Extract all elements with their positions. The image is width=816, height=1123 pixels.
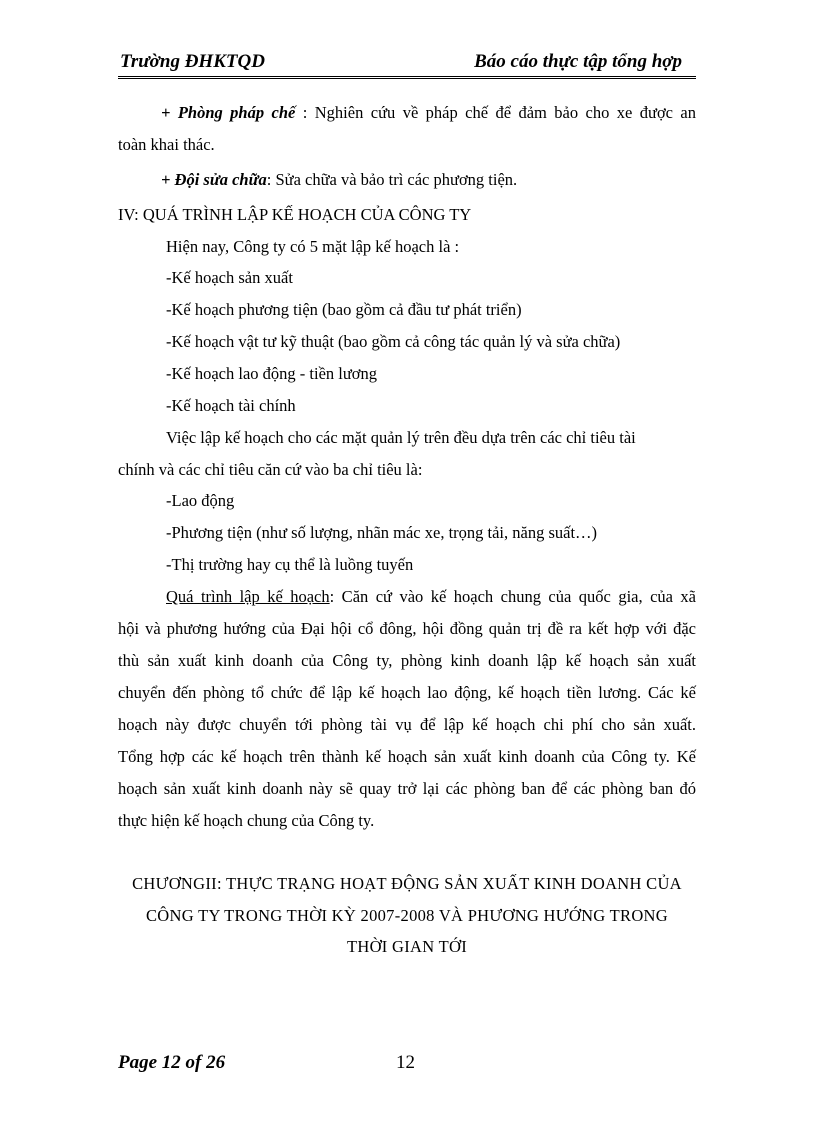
basis-line2: chính và các chỉ tiêu căn cứ vào ba chỉ tiêu là:	[118, 460, 423, 479]
process-line1	[118, 587, 696, 607]
process-line: hội và phương hướng của Đại hội cổ đông, hội đồng quản trị đề ra kết hợp với đặc	[118, 619, 696, 638]
basis-line1: Việc lập kế hoạch cho các mặt quản lý trên đều dựa trên các chỉ tiêu tài	[166, 428, 636, 447]
phap-che-text: : Nghiên cứu về pháp chế để đảm bảo cho xe được an	[302, 103, 696, 122]
chapter-title-line2: CÔNG TY TRONG THỜI KỲ 2007-2008 VÀ PHƯƠNG HƯỚNG TRONG	[145, 906, 668, 925]
process-line: chuyển đến phòng tổ chức để lập kế hoạch lao động, kế hoạch tiền lương. Các kế	[118, 683, 696, 702]
phap-che-line1	[118, 103, 696, 123]
process-line: hoạch sản xuất kinh doanh này sẽ quay trở lại các phòng ban để các phòng ban đó	[118, 779, 696, 798]
process-line: hoạch này được chuyển tới phòng tài vụ để lập kế hoạch chi phí cho sản xuất.	[118, 715, 696, 734]
doi-sua-chua-line	[161, 170, 517, 190]
chapter-title-line1: CHƯƠNGII: THỰC TRẠNG HOẠT ĐỘNG SẢN XUẤT KINH DOANH CỦA	[132, 874, 682, 893]
chapter-title-line3: THỜI GIAN TỚI	[347, 937, 467, 956]
doi-sua-chua-text: : Sửa chữa và bảo trì các phương tiện.	[266, 170, 518, 189]
plan-item: -Kế hoạch sản xuất	[166, 268, 293, 287]
plan-item: -Kế hoạch lao động - tiền lương	[166, 364, 378, 383]
process-line: thù sản xuất kinh doanh của Công ty, phòng kinh doanh lập kế hoạch sản xuất	[118, 651, 696, 670]
footer-page-label: Page 12 of 26	[118, 1052, 226, 1073]
phap-che-label: + Phòng pháp chế	[161, 103, 296, 122]
header-report-title: Báo cáo thực tập tổng hợp	[474, 51, 682, 72]
plans-intro: Hiện nay, Công ty có 5 mặt lập kế hoạch là :	[166, 237, 460, 256]
indicator-item: -Phương tiện (như số lượng, nhãn mác xe, trọng tải, năng suất…)	[166, 523, 598, 542]
indicator-item: -Lao động	[166, 491, 235, 510]
footer-page-number: 12	[396, 1052, 415, 1073]
doi-sua-chua-label: + Đội sửa chữa	[161, 170, 267, 189]
section-title: IV: QUÁ TRÌNH LẬP KẾ HOẠCH CỦA CÔNG TY	[118, 205, 472, 224]
plan-item: -Kế hoạch vật tư kỹ thuật (bao gồm cả công tác quản lý và sửa chữa)	[166, 332, 621, 351]
plan-item: -Kế hoạch tài chính	[166, 396, 296, 415]
process-last-line: thực hiện kế hoạch chung của Công ty.	[118, 811, 375, 830]
phap-che-line2: toàn khai thác.	[118, 135, 215, 154]
process-text: : Căn cứ vào kế hoạch chung của quốc gia, của xã	[329, 587, 696, 606]
process-line: Tổng hợp các kế hoạch trên thành kế hoạch sản xuất kinh doanh của Công ty. Kế	[118, 747, 696, 766]
plan-item: -Kế hoạch phương tiện (bao gồm cả đầu tư phát triển)	[166, 300, 522, 319]
process-label: Quá trình lập kế hoạch	[166, 587, 330, 606]
page-header	[118, 48, 696, 79]
header-school: Trường ĐHKTQD	[120, 51, 265, 72]
indicator-item: -Thị trường hay cụ thể là luồng tuyến	[166, 555, 414, 574]
